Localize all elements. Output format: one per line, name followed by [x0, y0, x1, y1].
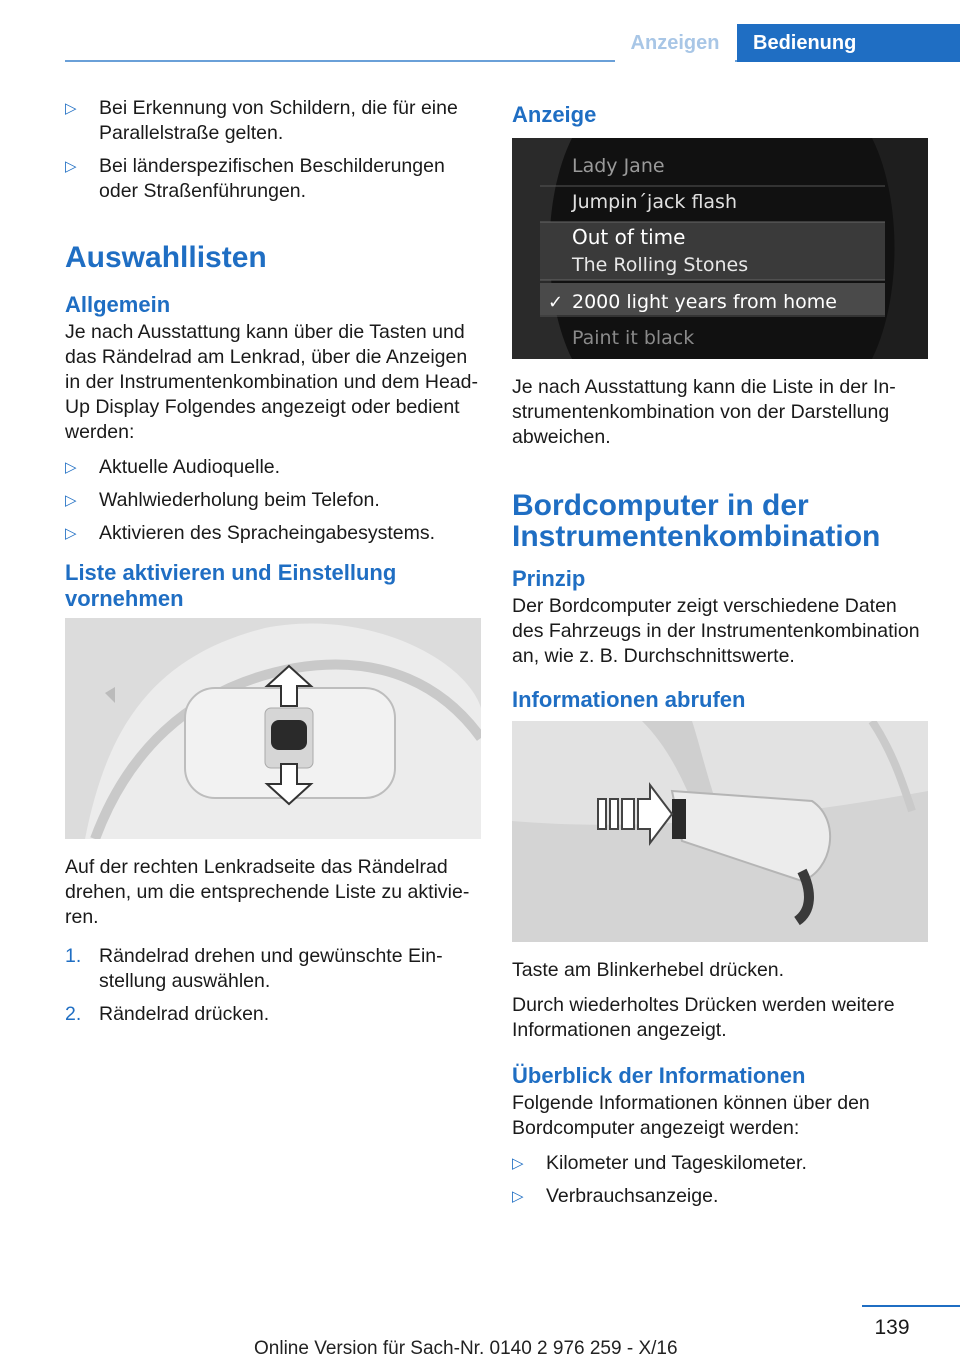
- triangle-bullet-icon: ▷: [65, 100, 77, 117]
- display-item-2000-light-years: 2000 light years from home: [572, 291, 837, 313]
- list-item: 1. Rändelrad drehen und gewünschte Einstellung auswählen.: [65, 945, 443, 992]
- step-number: 2.: [65, 1003, 82, 1025]
- allgemein-bullet-list: [65, 455, 481, 546]
- display-item-rolling-stones: The Rolling Stones: [572, 254, 749, 276]
- right-column: [512, 96, 928, 1223]
- heading-informationen-abrufen: Informationen abrufen: [512, 687, 746, 712]
- triangle-bullet-icon: ▷: [65, 525, 77, 542]
- paragraph-lenkrad: Auf der rechten Lenkradseite das Rändelrad drehen, um die entsprechende Liste zu aktivieren.: [65, 856, 470, 928]
- list-item: 2. Rändelrad drücken.: [65, 1003, 270, 1025]
- list-item: ▷ Aktuelle Audioquelle.: [65, 456, 281, 478]
- list-item: ▷ Bei länderspezifischen Beschilderungen oder Straßenführungen.: [65, 155, 445, 202]
- left-column: [65, 96, 481, 1035]
- step-number: 1.: [65, 945, 82, 967]
- paragraph-wiederholt: Durch wiederholtes Drücken werden weitere Informationen angezeigt.: [512, 994, 895, 1041]
- triangle-bullet-icon: ▷: [65, 459, 77, 476]
- heading-allgemein: Allgemein: [65, 292, 171, 317]
- heading-bordcomputer: Bordcomputer in der Instrumentenkombination: [512, 489, 881, 553]
- display-item-jumpin: Jumpin´jack flash: [572, 191, 737, 213]
- triangle-bullet-icon: ▷: [512, 1155, 524, 1172]
- instrument-cluster-display: [512, 138, 928, 359]
- paragraph-ueberblick: Folgende Informationen können über den Bordcomputer angezeigt werden:: [512, 1092, 870, 1139]
- heading-ueberblick: Überblick der Informationen: [512, 1063, 806, 1088]
- paragraph-allgemein: Je nach Ausstattung kann über die Tasten und das Rändelrad am Lenkrad, über die Anzeigen in der Instrumentenkombination und dem Head-Up Display Folgendes angezeigt oder bedient werden:: [65, 321, 478, 443]
- ueberblick-bullet-list: [512, 1151, 928, 1209]
- heading-anzeige: Anzeige: [512, 102, 597, 127]
- triangle-bullet-icon: ▷: [512, 1188, 524, 1205]
- page-number: 139: [874, 1316, 910, 1339]
- heading-auswahllisten: Auswahllisten: [65, 241, 267, 274]
- tab-anzeigen[interactable]: Anzeigen: [615, 24, 735, 62]
- turn-signal-lever-illustration: [512, 721, 928, 942]
- display-item-lady-jane: Lady Jane: [572, 155, 665, 177]
- list-item: ▷ Aktivieren des Spracheingabesystems.: [65, 522, 436, 544]
- step-list: [65, 944, 481, 1027]
- steering-wheel-illustration: [65, 618, 481, 839]
- footer-line: [862, 1305, 960, 1307]
- heading-prinzip: Prinzip: [512, 566, 586, 591]
- heading-liste-aktivieren: Liste aktivieren und Einstellung vornehmen: [65, 560, 397, 611]
- list-item: ▷ Wahlwiederholung beim Telefon.: [65, 489, 380, 511]
- paragraph-taste: Taste am Blinkerhebel drücken.: [512, 959, 785, 981]
- list-item: ▷ Kilometer und Tageskilometer.: [512, 1152, 807, 1174]
- paragraph-prinzip: Der Bordcomputer zeigt verschiedene Daten des Fahrzeugs in der Instrumentenkombination an, wie z. B. Durchschnittswerte.: [512, 595, 920, 667]
- paragraph-anzeige: Je nach Ausstattung kann die Liste in der Instrumentenkombination von der Darstellung abweichen.: [512, 376, 896, 448]
- display-item-out-of-time: Out of time: [572, 225, 686, 249]
- top-bullet-list: [65, 96, 481, 204]
- list-item: ▷ Bei Erkennung von Schildern, die für eine Parallelstraße gelten.: [65, 97, 458, 144]
- list-item: ▷ Verbrauchsanzeige.: [512, 1185, 719, 1207]
- display-item-paint-it-black: Paint it black: [572, 327, 695, 349]
- online-version-footer: Online Version für Sach-Nr. 0140 2 976 259 - X/16: [254, 1338, 678, 1359]
- checkmark-icon: ✓: [548, 292, 564, 313]
- triangle-bullet-icon: ▷: [65, 492, 77, 509]
- triangle-bullet-icon: ▷: [65, 158, 77, 175]
- tab-bedienung[interactable]: Bedienung: [737, 24, 960, 62]
